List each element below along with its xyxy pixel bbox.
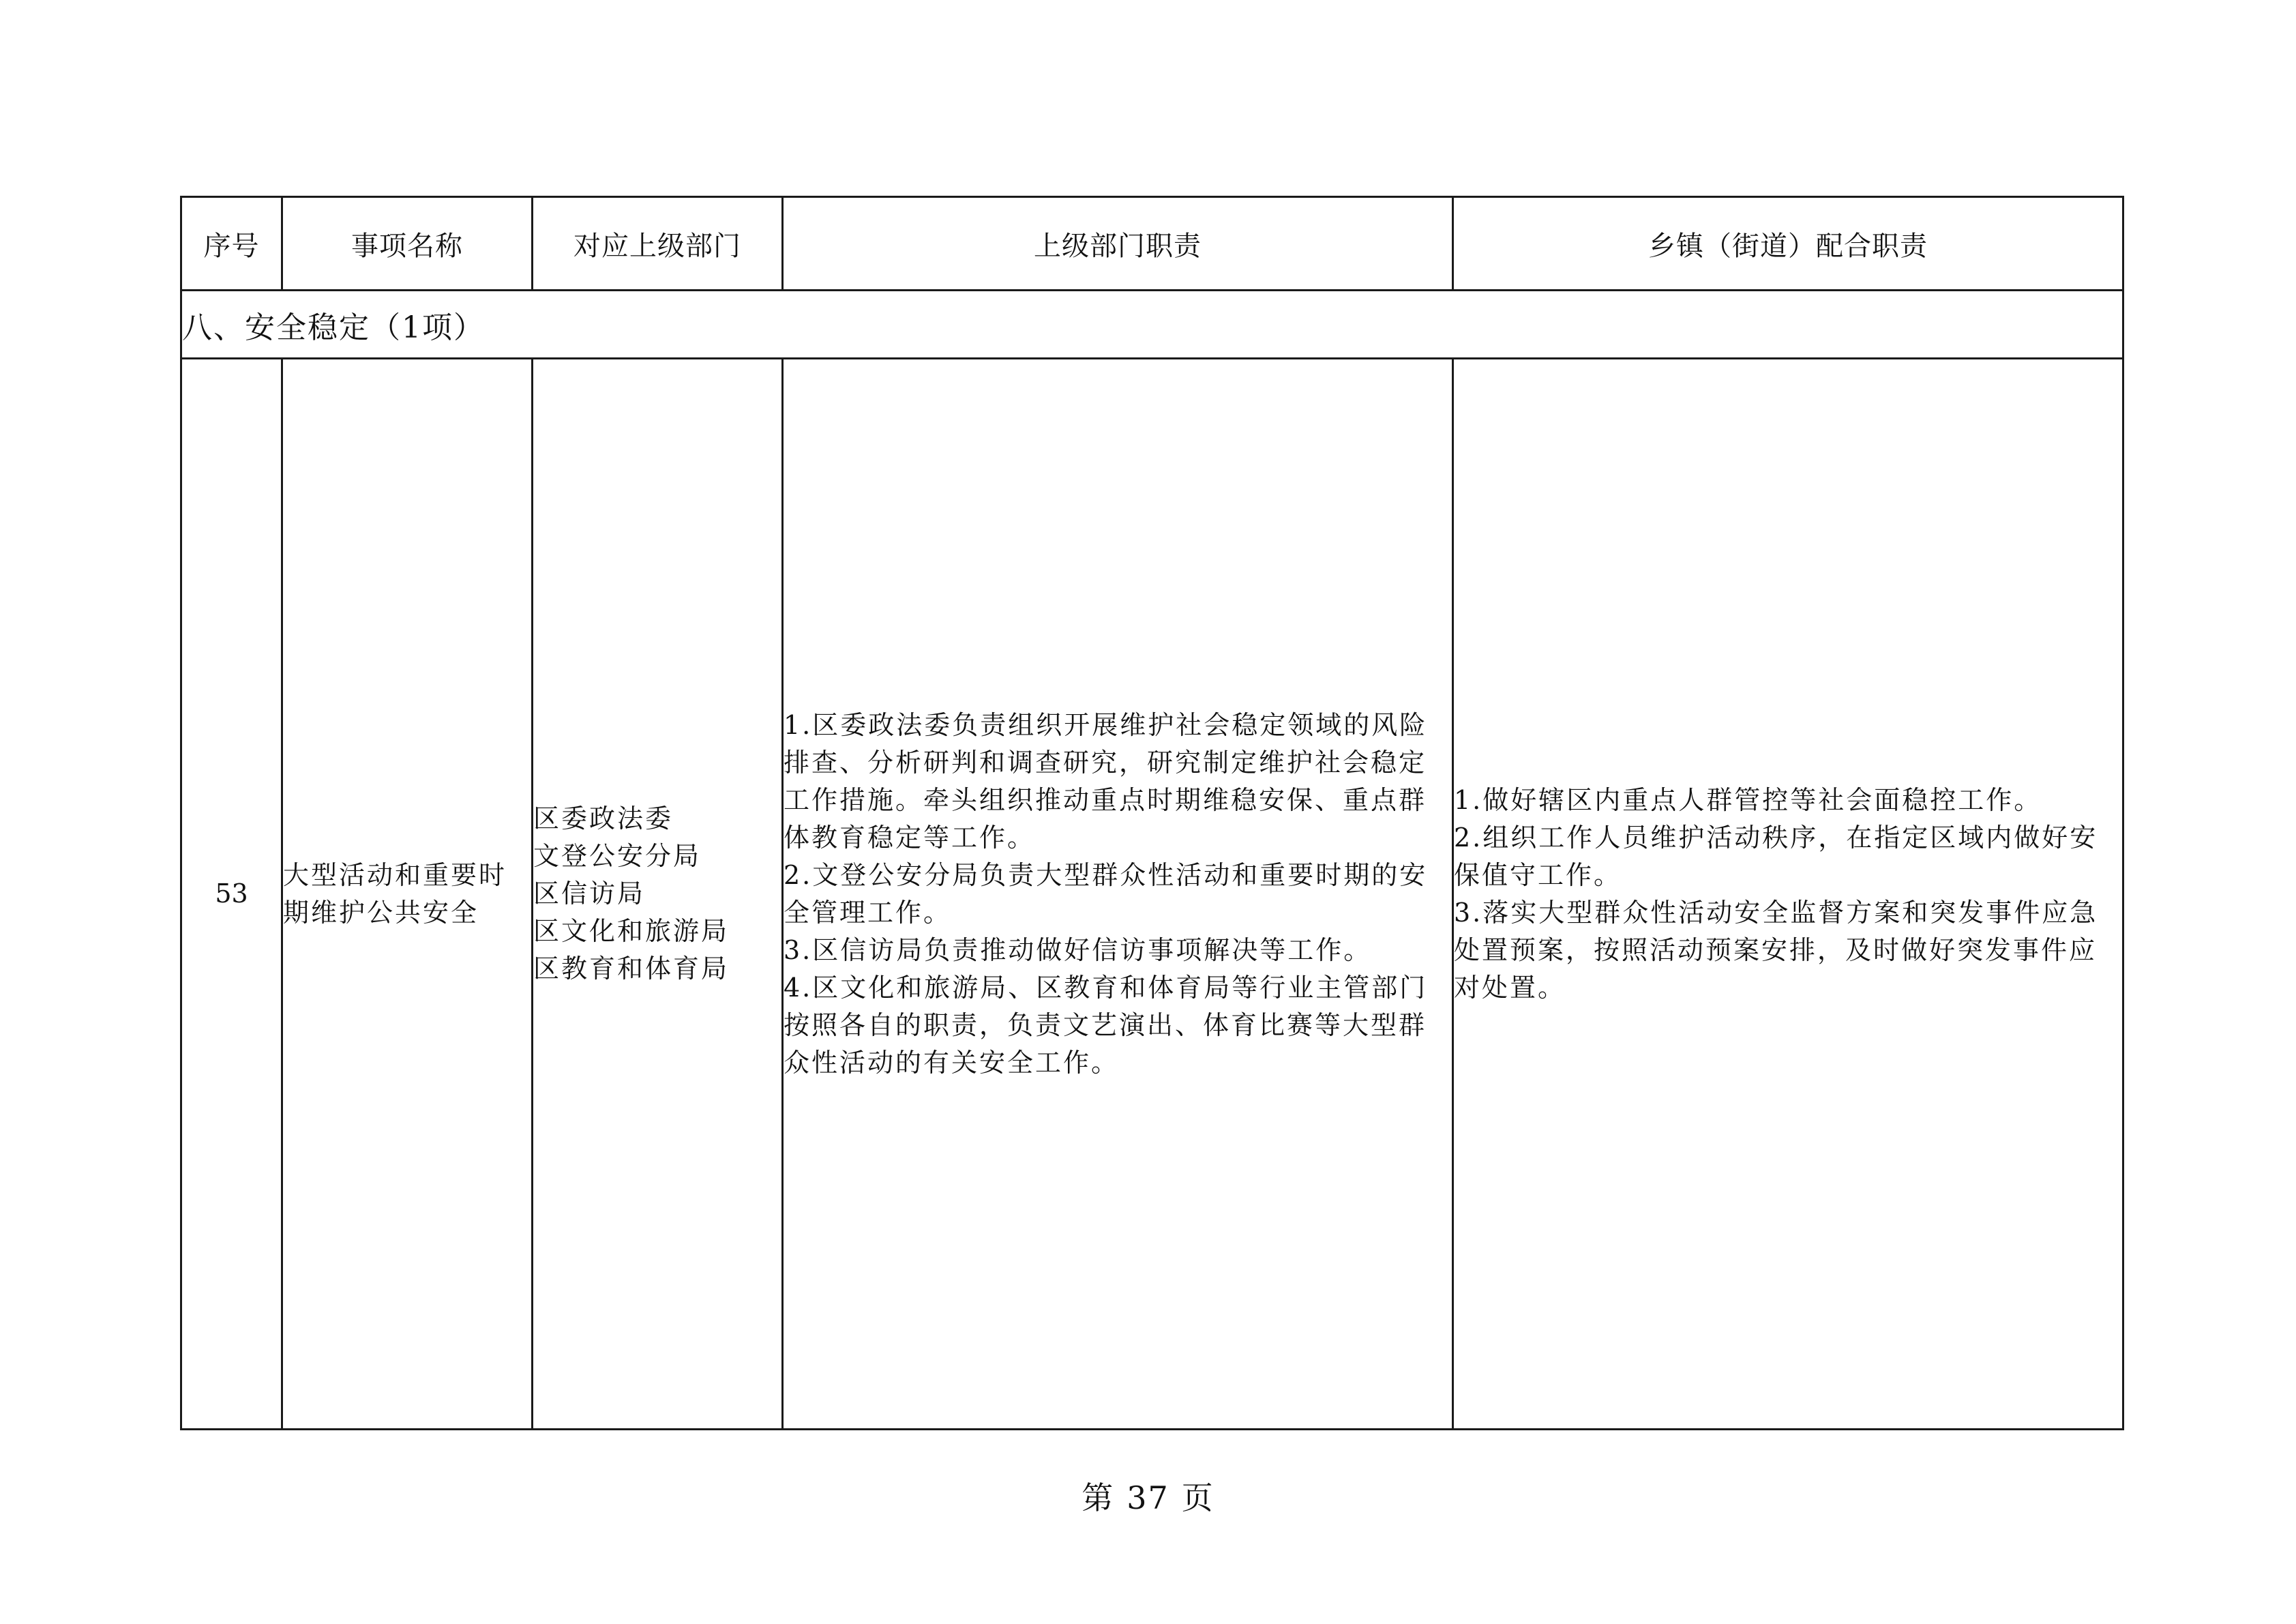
superior-duty-item: 2.文登公安分局负责大型群众性活动和重要时期的安全管理工作。 bbox=[784, 859, 1428, 928]
header-superior-department: 对应上级部门 bbox=[533, 197, 783, 291]
cooperation-duty-item: 3.落实大型群众性活动安全监督方案和突发事件应急处置预案，按照活动预案安排，及时做好突发事件应对处置。 bbox=[1454, 897, 2098, 1003]
cooperation-duty-item: 2.组织工作人员维护活动秩序，在指定区域内做好安保值守工作。 bbox=[1454, 822, 2098, 890]
header-index: 序号 bbox=[181, 197, 282, 291]
row-index: 53 bbox=[181, 359, 282, 1430]
superior-duty-item: 1.区委政法委负责组织开展维护社会稳定领域的风险排查、分析研判和调查研究，研究制定维护社会稳定工作措施。牵头组织推动重点时期维稳安保、重点群体教育稳定等工作。 bbox=[784, 709, 1428, 853]
page-number-suffix: 页 bbox=[1181, 1479, 1214, 1516]
superior-duty-item: 3.区信访局负责推动做好信访事项解决等工作。 bbox=[784, 934, 1372, 965]
department-item: 区文化和旅游局 bbox=[533, 916, 730, 946]
table-row bbox=[181, 359, 2123, 1430]
section-row bbox=[181, 291, 2123, 359]
header-cooperation-duties: 乡镇（街道）配合职责 bbox=[1453, 197, 2123, 291]
department-item: 文登公安分局 bbox=[533, 841, 702, 871]
cooperation-duty-item: 1.做好辖区内重点人群管控等社会面稳控工作。 bbox=[1454, 784, 2042, 815]
section-title: 八、安全稳定（1项） bbox=[181, 291, 2123, 359]
superior-duty-item: 4.区文化和旅游局、区教育和体育局等行业主管部门按照各自的职责，负责文艺演出、体育比赛等大型群众性活动的有关安全工作。 bbox=[784, 972, 1428, 1078]
page-number: 37 bbox=[1127, 1479, 1169, 1516]
duty-table bbox=[180, 196, 2124, 1430]
table-header-row bbox=[181, 197, 2123, 291]
department-item: 区信访局 bbox=[533, 879, 646, 909]
row-superior-duties bbox=[783, 359, 1453, 1430]
page-footer bbox=[0, 1473, 2296, 1518]
page-number-prefix: 第 bbox=[1082, 1479, 1115, 1516]
header-superior-duties: 上级部门职责 bbox=[783, 197, 1453, 291]
department-item: 区委政法委 bbox=[533, 803, 674, 833]
department-item: 区教育和体育局 bbox=[533, 954, 730, 984]
row-cooperation-duties bbox=[1453, 359, 2123, 1430]
row-item-name: 大型活动和重要时期维护公共安全 bbox=[282, 359, 533, 1430]
row-departments bbox=[533, 359, 783, 1430]
header-item-name: 事项名称 bbox=[282, 197, 533, 291]
